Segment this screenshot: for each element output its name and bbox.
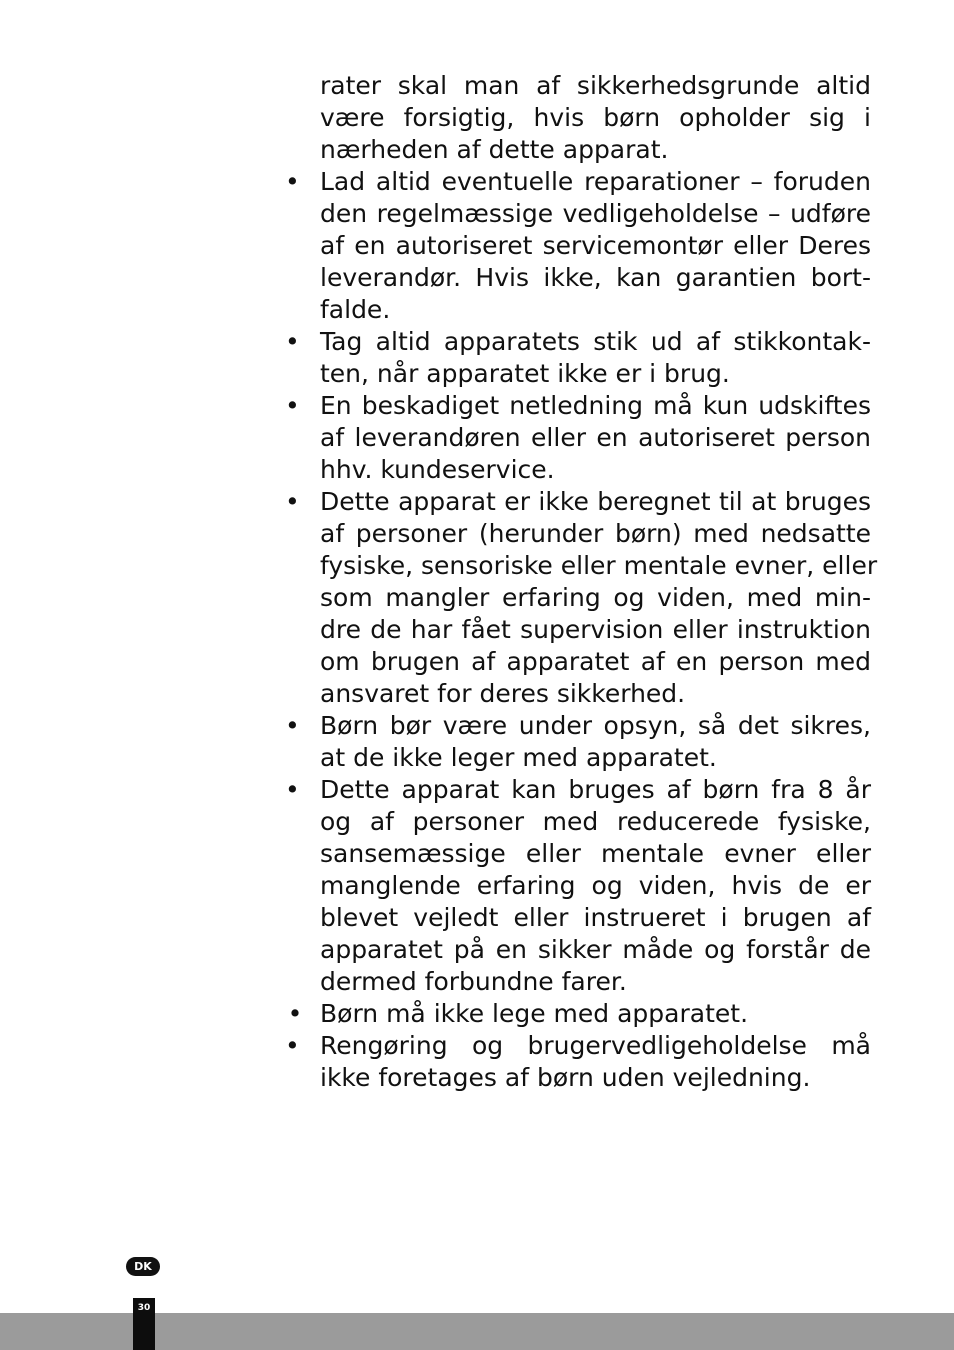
bullet-item (285, 774, 871, 998)
text-line (285, 518, 871, 550)
text-line (285, 582, 871, 614)
bullet-item (285, 998, 871, 1030)
line-text: af leverandøren eller en autoriseret person (320, 423, 871, 452)
line-text: En beskadiget netledning må kun udskiftes (320, 391, 871, 420)
bullet-item (285, 166, 871, 326)
line-text: hhv. kundeservice. (320, 455, 555, 484)
line-text: ansvaret for deres sikkerhed. (320, 679, 686, 708)
line-text: blevet vejledt eller instrueret i brugen af (320, 903, 871, 932)
text-line (285, 710, 871, 742)
text-line (285, 742, 871, 774)
text-line (285, 1030, 871, 1062)
text-line (285, 422, 871, 454)
line-text: være forsigtig, hvis børn opholder sig i (320, 103, 871, 132)
line-text: den regelmæssige vedligeholdelse – udføre (320, 199, 871, 228)
line-text: falde. (320, 295, 391, 324)
text-line (285, 902, 871, 934)
text-line (285, 454, 871, 486)
bullet-marker: • (285, 775, 300, 804)
text-line (285, 1062, 871, 1094)
line-text: om brugen af apparatet af en person med (320, 647, 871, 676)
line-text: Dette apparat kan bruges af børn fra 8 år (320, 775, 871, 804)
line-text: Børn må ikke lege med apparatet. (320, 999, 749, 1028)
manual-text-column (285, 70, 878, 1094)
text-line (285, 198, 871, 230)
bullet-marker: • (285, 711, 300, 740)
page-number: 30 (137, 1303, 151, 1313)
bullet-marker: • (285, 327, 300, 356)
text-line (285, 934, 871, 966)
line-text: Rengøring og brugervedligeholdelse må (320, 1031, 871, 1060)
line-text: at de ikke leger med apparatet. (320, 743, 717, 772)
line-text: og af personer med reducerede fysiske, (320, 807, 871, 836)
text-line (285, 358, 871, 390)
line-text: sansemæssige eller mentale evner eller (320, 839, 871, 868)
text-line (285, 70, 871, 102)
line-text: af personer (herunder børn) med nedsatte (320, 519, 871, 548)
text-line (285, 774, 871, 806)
text-line (285, 870, 871, 902)
bullet-item (285, 710, 871, 774)
bullet-item (285, 486, 878, 710)
line-text: af en autoriseret servicemontør eller Deres (320, 231, 871, 260)
text-line (285, 998, 871, 1030)
bullet-marker: • (285, 1031, 300, 1060)
text-line (285, 550, 878, 582)
text-line (285, 390, 871, 422)
line-text: dre de har fået supervision eller instruktion (320, 615, 871, 644)
bullet-marker: • (285, 167, 300, 196)
continued-paragraph (285, 70, 871, 166)
text-line (285, 294, 871, 326)
line-text: ten, når apparatet ikke er i brug. (320, 359, 730, 388)
line-text: nærheden af dette apparat. (320, 135, 669, 164)
line-text: leverandør. Hvis ikke, kan garantien bort- (320, 263, 871, 292)
line-text: Lad altid eventuelle reparationer – foruden (320, 167, 871, 196)
text-line (285, 230, 871, 262)
bullet-item (285, 1030, 871, 1094)
text-line (285, 326, 871, 358)
text-line (285, 486, 871, 518)
text-line (285, 614, 871, 646)
text-line (285, 838, 871, 870)
text-line (285, 806, 871, 838)
bullet-marker: • (287, 999, 303, 1028)
text-line (285, 134, 871, 166)
text-line (285, 102, 871, 134)
language-badge: DK (126, 1257, 160, 1276)
line-text: Dette apparat er ikke beregnet til at bruges (320, 487, 871, 516)
line-text: ikke foretages af børn uden vejledning. (320, 1063, 811, 1092)
line-text: Børn bør være under opsyn, så det sikres, (320, 711, 871, 740)
line-text: rater skal man af sikkerhedsgrunde altid (320, 71, 871, 100)
bullet-item (285, 326, 871, 390)
line-text: manglende erfaring og viden, hvis de er (320, 871, 871, 900)
text-line (285, 166, 871, 198)
text-line (285, 646, 871, 678)
bullet-item (285, 390, 871, 486)
line-text: dermed forbundne farer. (320, 967, 627, 996)
text-line (285, 678, 871, 710)
line-text: som mangler erfaring og viden, med min- (320, 583, 871, 612)
text-line (285, 966, 871, 998)
line-text: fysiske, sensoriske eller mentale evner, eller (320, 551, 878, 580)
bullet-marker: • (285, 391, 300, 420)
line-text: Tag altid apparatets stik ud af stikkontak- (320, 327, 871, 356)
text-line (285, 262, 871, 294)
bullet-marker: • (285, 487, 300, 516)
line-text: apparatet på en sikker måde og forstår de (320, 935, 871, 964)
